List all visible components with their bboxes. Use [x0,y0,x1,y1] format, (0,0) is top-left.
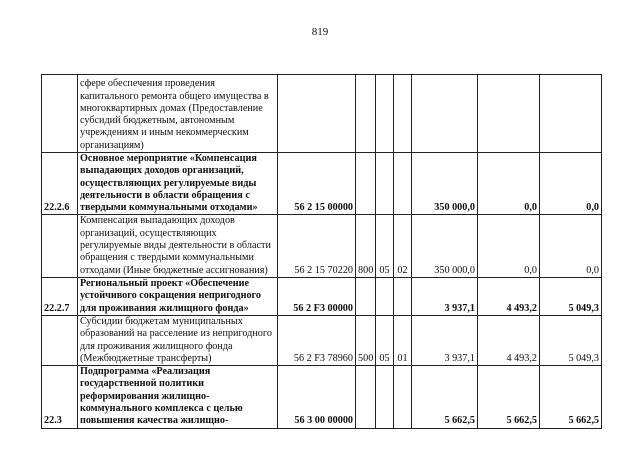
row-amount-year-2: 5 662,5 [478,366,540,428]
row-subsection [394,153,412,215]
row-section: 05 [376,315,394,365]
row-code: 56 2 15 70220 [278,215,356,277]
row-subsection [394,75,412,153]
row-amount-year-2: 4 493,2 [478,315,540,365]
row-code [278,75,356,153]
row-expense-type [356,366,376,428]
row-number: 22.3 [42,366,78,428]
table-row [42,215,602,277]
row-subsection [394,277,412,315]
row-expense-type: 500 [356,315,376,365]
row-name: Компенсация выпадающих доходов организаций, осуществляющих регулируемые виды деятельности в области обращения с твердыми коммунальными отходами (Иные бюджетные ассигнования) [78,215,278,277]
table-row [42,277,602,315]
row-code: 56 2 F3 78960 [278,315,356,365]
row-amount-year-1 [412,75,478,153]
row-number: 22.2.7 [42,277,78,315]
row-number: 22.2.6 [42,153,78,215]
row-name: сфере обеспечения проведения капитального ремонта общего имущества в многоквартирных домах (Предоставление субсидий бюджетным, автономным учреждениям и иным некоммерческим организациям) [78,75,278,153]
row-name: Подпрограмма «Реализация государственной политики реформирования жилищно-коммунального комплекса с целью повышения качества жилищно- [78,366,278,428]
row-expense-type [356,277,376,315]
row-amount-year-2: 4 493,2 [478,277,540,315]
row-section [376,277,394,315]
row-expense-type [356,75,376,153]
row-code: 56 3 00 00000 [278,366,356,428]
row-amount-year-1: 350 000,0 [412,153,478,215]
row-amount-year-3: 0,0 [540,215,602,277]
row-expense-type [356,153,376,215]
table-row [42,153,602,215]
row-subsection: 01 [394,315,412,365]
row-section [376,75,394,153]
row-amount-year-3: 0,0 [540,153,602,215]
row-amount-year-1: 350 000,0 [412,215,478,277]
row-amount-year-2: 0,0 [478,153,540,215]
row-expense-type: 800 [356,215,376,277]
row-subsection: 02 [394,215,412,277]
row-number [42,215,78,277]
budget-table [41,74,602,429]
row-section: 05 [376,215,394,277]
row-amount-year-1: 3 937,1 [412,315,478,365]
row-number [42,315,78,365]
row-subsection [394,366,412,428]
row-amount-year-3: 5 662,5 [540,366,602,428]
row-amount-year-2 [478,75,540,153]
row-amount-year-3 [540,75,602,153]
row-code: 56 2 15 00000 [278,153,356,215]
row-name: Субсидии бюджетам муниципальных образований на расселение из непригодного для проживания жилищного фонда (Межбюджетные трансферты) [78,315,278,365]
table-row [42,75,602,153]
table-row [42,366,602,428]
budget-table-body [42,75,602,429]
row-amount-year-3: 5 049,3 [540,315,602,365]
page-number: 819 [311,26,329,38]
row-amount-year-1: 5 662,5 [412,366,478,428]
row-section [376,153,394,215]
row-name: Основное мероприятие «Компенсация выпадающих доходов организаций, осуществляющих регулируемые виды деятельности в области обращения с твердыми коммунальными отходами» [78,153,278,215]
row-number [42,75,78,153]
row-section [376,366,394,428]
row-amount-year-3: 5 049,3 [540,277,602,315]
row-amount-year-1: 3 937,1 [412,277,478,315]
row-amount-year-2: 0,0 [478,215,540,277]
row-name: Региональный проект «Обеспечение устойчивого сокращения непригодного для проживания жилищного фонда» [78,277,278,315]
row-code: 56 2 F3 00000 [278,277,356,315]
table-row [42,315,602,365]
